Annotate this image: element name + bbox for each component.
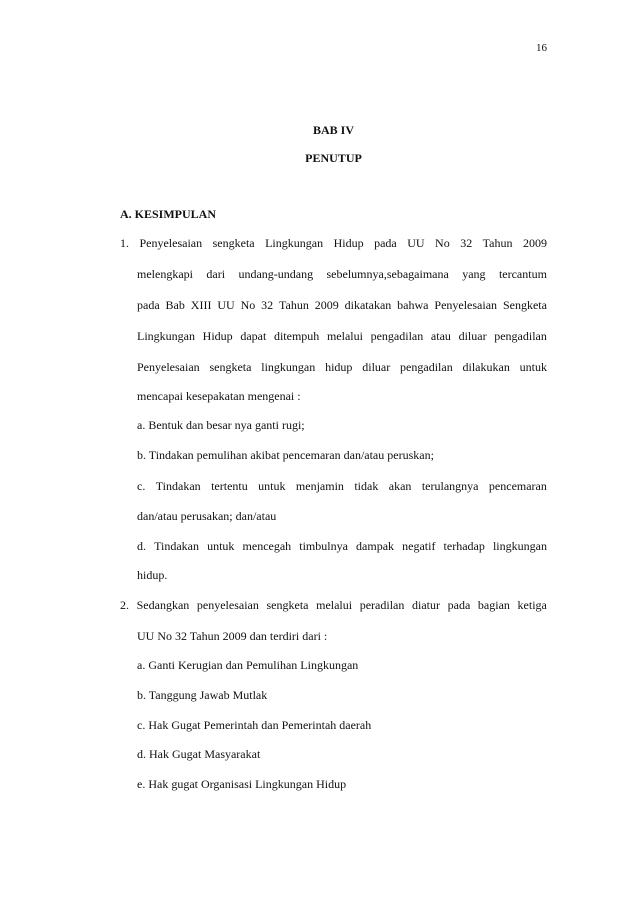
- paragraph-1-line-7: a. Bentuk dan besar nya ganti rugi;: [137, 418, 305, 432]
- section-heading: A. KESIMPULAN: [120, 207, 217, 221]
- paragraph-1-line-10: dan/atau perusakan; dan/atau: [137, 509, 277, 523]
- paragraph-1-line-9: c. Tindakan tertentu untuk menjamin tidak akan terulangnya pencemaran: [137, 479, 547, 493]
- chapter-title: PENUTUP: [305, 151, 362, 165]
- paragraph-1-line-5: Penyelesaian sengketa lingkungan hidup diluar pengadilan dilakukan untuk: [137, 360, 547, 374]
- paragraph-1-line-12: hidup.: [137, 568, 168, 582]
- paragraph-2-line-3: a. Ganti Kerugian dan Pemulihan Lingkungan: [137, 658, 359, 672]
- paragraph-2-line-6: d. Hak Gugat Masyarakat: [137, 747, 261, 761]
- paragraph-2-line-4: b. Tanggung Jawab Mutlak: [137, 688, 268, 702]
- paragraph-1-line-4: Lingkungan Hidup dapat ditempuh melalui pengadilan atau diluar pengadilan: [137, 329, 547, 343]
- paragraph-1-line-6: mencapai kesepakatan mengenai :: [137, 389, 301, 403]
- paragraph-2-line-1: 2. Sedangkan penyelesaian sengketa melalui peradilan diatur pada bagian ketiga: [120, 598, 547, 612]
- paragraph-1-line-1: 1. Penyelesaian sengketa Lingkungan Hidup pada UU No 32 Tahun 2009: [120, 236, 547, 250]
- paragraph-2-line-7: e. Hak gugat Organisasi Lingkungan Hidup: [137, 777, 347, 791]
- paragraph-1-line-8: b. Tindakan pemulihan akibat pencemaran dan/atau peruskan;: [137, 448, 434, 462]
- paragraph-1-line-3: pada Bab XIII UU No 32 Tahun 2009 dikatakan bahwa Penyelesaian Sengketa: [137, 298, 547, 312]
- paragraph-1-line-2: melengkapi dari undang-undang sebelumnya,sebagaimana yang tercantum: [137, 267, 547, 281]
- paragraph-1-line-11: d. Tindakan untuk mencegah timbulnya dampak negatif terhadap lingkungan: [137, 539, 547, 553]
- chapter-label: BAB IV: [312, 123, 354, 137]
- paragraph-2-line-2: UU No 32 Tahun 2009 dan terdiri dari :: [137, 629, 328, 643]
- paragraph-2-line-5: c. Hak Gugat Pemerintah dan Pemerintah daerah: [137, 718, 372, 732]
- page-number: 16: [536, 42, 547, 54]
